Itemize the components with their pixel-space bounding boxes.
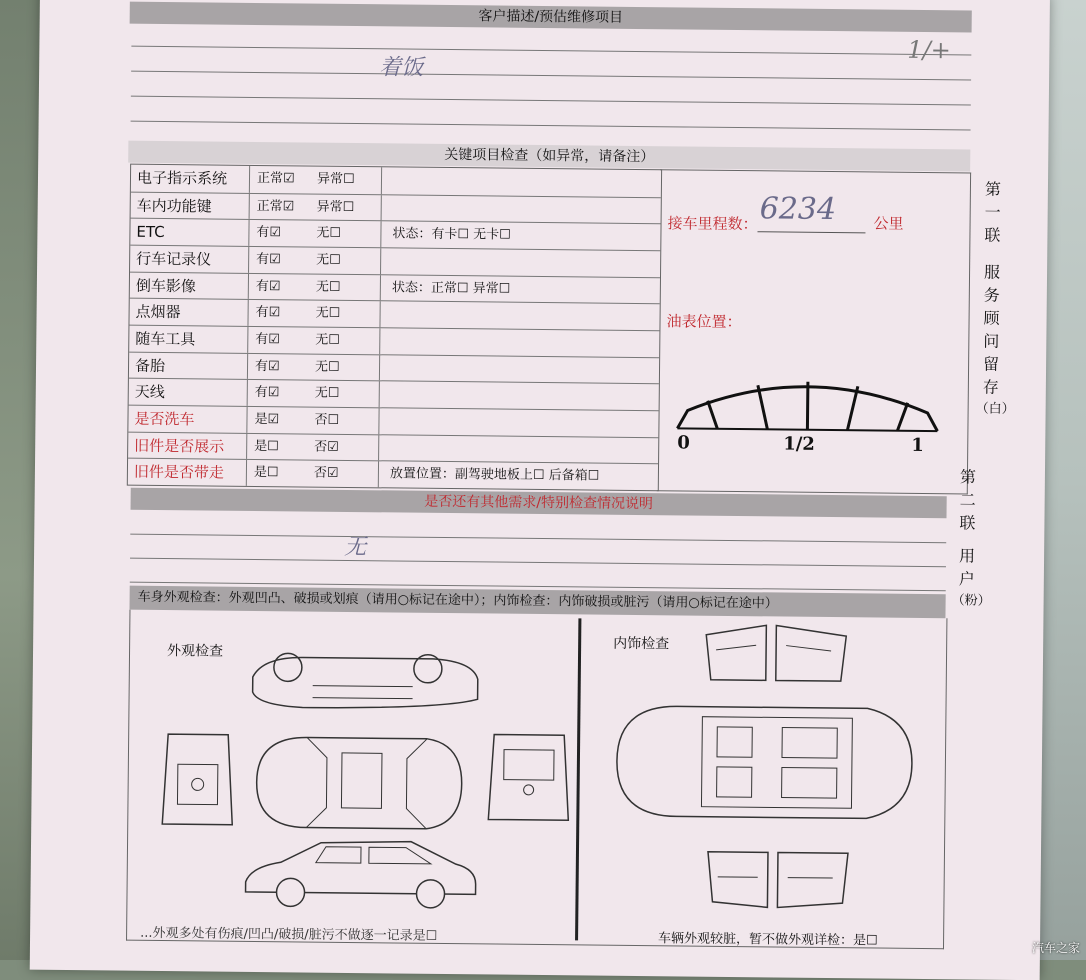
table-divider	[248, 220, 249, 246]
table-divider	[249, 194, 250, 220]
key-item-label: 随车工具	[135, 329, 196, 349]
key-item-option-yes: 有☑	[254, 358, 280, 374]
fuel-label: 油表位置：	[666, 312, 742, 332]
car-top-view	[246, 727, 467, 839]
table-divider	[246, 407, 247, 433]
key-item-option-yes: 是☐	[254, 438, 279, 454]
handwritten-other: 无	[344, 534, 367, 561]
side-char: 问	[983, 331, 1000, 351]
interior-doors-top	[701, 620, 852, 692]
key-item-option-yes: 是☐	[253, 465, 279, 481]
fuel-tick-full: 1	[911, 434, 924, 456]
side-char: 顾	[983, 308, 1000, 328]
side-char: 第	[984, 179, 1002, 199]
table-divider	[379, 355, 380, 381]
customer-description-title: 客户描述/预估维修项目	[478, 8, 624, 26]
side-char: 户	[958, 569, 975, 589]
fuel-gauge	[667, 370, 948, 443]
ruled-line	[131, 46, 971, 56]
key-items-table	[127, 164, 662, 492]
key-item-option-no: 无☐	[315, 279, 341, 295]
key-item-option-no: 无☐	[316, 252, 341, 268]
key-item-label: 旧件是否带走	[133, 463, 225, 482]
key-item-option-no: 无☐	[316, 225, 342, 242]
interior-doors-bottom	[702, 847, 853, 919]
side-char: 存	[982, 377, 999, 397]
key-item-option-yes: 是☑	[254, 411, 280, 428]
table-divider	[248, 274, 249, 300]
table-divider	[247, 354, 248, 380]
key-item-label: 是否洗车	[134, 409, 195, 429]
table-divider	[247, 380, 248, 406]
table-divider	[378, 408, 379, 434]
table-divider	[378, 462, 379, 488]
table-divider	[380, 275, 381, 301]
key-item-option-no: 异常☐	[316, 171, 355, 188]
table-divider	[247, 327, 248, 353]
fuel-tick-zero: 0	[677, 432, 690, 454]
mileage-fuel-panel	[657, 169, 971, 494]
inspection-form	[30, 0, 1050, 980]
interior-label: 内饰检查	[613, 635, 670, 653]
watermark: 汽车之家	[1031, 941, 1080, 955]
key-item-option-yes: 正常☑	[256, 198, 295, 215]
key-item-note: 放置位置：副驾驶地板上☐ 后备箱☐	[389, 466, 600, 484]
key-item-label: 行车记录仪	[136, 249, 212, 269]
mileage-unit: 公里	[873, 214, 904, 233]
key-items-title: 关键项目检查（如异常，请备注）	[444, 146, 655, 166]
car-side-view-bottom	[240, 832, 481, 915]
side-char: 用	[958, 546, 976, 566]
body-inspection-title: 车身外观检查：外观凹凸、破损或划痕（请用○标记在途中）；内饰检查：内饰破损或脏污（请用○标记在途中）	[137, 589, 778, 612]
mileage-value: 6234	[759, 191, 837, 228]
table-divider	[380, 248, 381, 274]
copy-one-label	[975, 177, 1015, 417]
side-char: 服	[983, 262, 1001, 282]
key-item-option-no: 异常☐	[316, 199, 355, 215]
key-item-label: ETC	[136, 223, 165, 242]
ruled-line	[131, 121, 971, 131]
car-front-view	[157, 724, 238, 845]
key-item-option-yes: 有☑	[256, 225, 282, 241]
key-item-option-no: 无☐	[314, 385, 340, 402]
side-char: 联	[959, 513, 976, 533]
key-item-label: 点烟器	[135, 303, 181, 322]
interior-top-view	[606, 691, 917, 834]
table-divider	[379, 302, 380, 328]
table-divider	[246, 460, 247, 486]
table-divider	[247, 300, 248, 326]
key-item-option-yes: 有☑	[255, 278, 281, 294]
key-item-row	[128, 458, 658, 490]
table-divider	[249, 166, 250, 193]
customer-description-header	[130, 2, 972, 33]
key-item-label: 天线	[134, 383, 165, 402]
side-char: 一	[984, 202, 1001, 222]
ruled-line	[130, 558, 946, 568]
key-item-note: 状态：正常☐ 异常☐	[391, 280, 511, 297]
key-item-option-yes: 有☑	[255, 331, 281, 348]
car-rear-view	[483, 719, 574, 830]
key-item-option-no: 否☑	[314, 439, 339, 455]
table-divider	[246, 434, 247, 460]
key-item-option-no: 无☐	[315, 305, 341, 322]
footer-left-text: ...外观多处有伤痕/凹凸/破损/脏污不做逐一记录是☐	[140, 925, 438, 944]
table-divider	[378, 435, 379, 461]
handwritten-description: 着饭	[379, 55, 424, 81]
table-divider	[379, 328, 380, 354]
key-item-option-no: 否☐	[314, 412, 340, 428]
mileage-underline	[757, 231, 865, 233]
footer-text: 车辆外观较脏，暂不做外观详检：是☐	[657, 931, 878, 949]
table-divider	[379, 382, 380, 408]
table-divider	[381, 167, 382, 194]
side-char: 留	[982, 354, 1000, 374]
key-item-option-no: 无☐	[315, 332, 341, 348]
key-item-option-yes: 有☑	[256, 251, 281, 268]
copy-two-label	[951, 464, 991, 609]
side-char: 务	[983, 285, 1000, 305]
key-item-option-yes: 有☑	[254, 385, 280, 401]
key-item-option-yes: 有☑	[255, 305, 281, 321]
other-requirements-title: 是否还有其他需求/特别检查情况说明	[424, 493, 654, 513]
key-item-option-yes: 正常☑	[256, 170, 295, 187]
fuel-tick-half: 1/2	[783, 433, 815, 455]
key-item-label: 车内功能键	[136, 196, 212, 216]
key-item-option-no: 否☑	[313, 465, 339, 482]
key-item-label: 旧件是否展示	[134, 436, 225, 456]
table-divider	[380, 222, 381, 248]
exterior-label: 外观检查	[166, 643, 224, 660]
table-divider	[248, 247, 249, 273]
table-divider	[381, 195, 382, 221]
ruled-line	[131, 96, 971, 106]
key-item-option-no: 无☐	[314, 359, 340, 375]
side-char: 联	[984, 225, 1001, 245]
side-char: 第	[959, 467, 977, 487]
key-item-note: 状态：有卡☐ 无卡☐	[392, 226, 511, 243]
key-item-label: 电子指示系统	[136, 168, 228, 188]
ruled-line	[130, 534, 946, 544]
side-char: （粉）	[951, 593, 991, 609]
margin-mark: 1/+	[907, 35, 952, 65]
side-char: 二	[959, 490, 976, 510]
key-item-label: 备胎	[134, 356, 166, 375]
car-side-view-top	[242, 647, 483, 720]
ruled-line	[131, 71, 971, 81]
key-item-label: 倒车影像	[135, 276, 196, 296]
mileage-label: 接车里程数：	[667, 214, 758, 234]
side-char: （白）	[975, 401, 1015, 417]
